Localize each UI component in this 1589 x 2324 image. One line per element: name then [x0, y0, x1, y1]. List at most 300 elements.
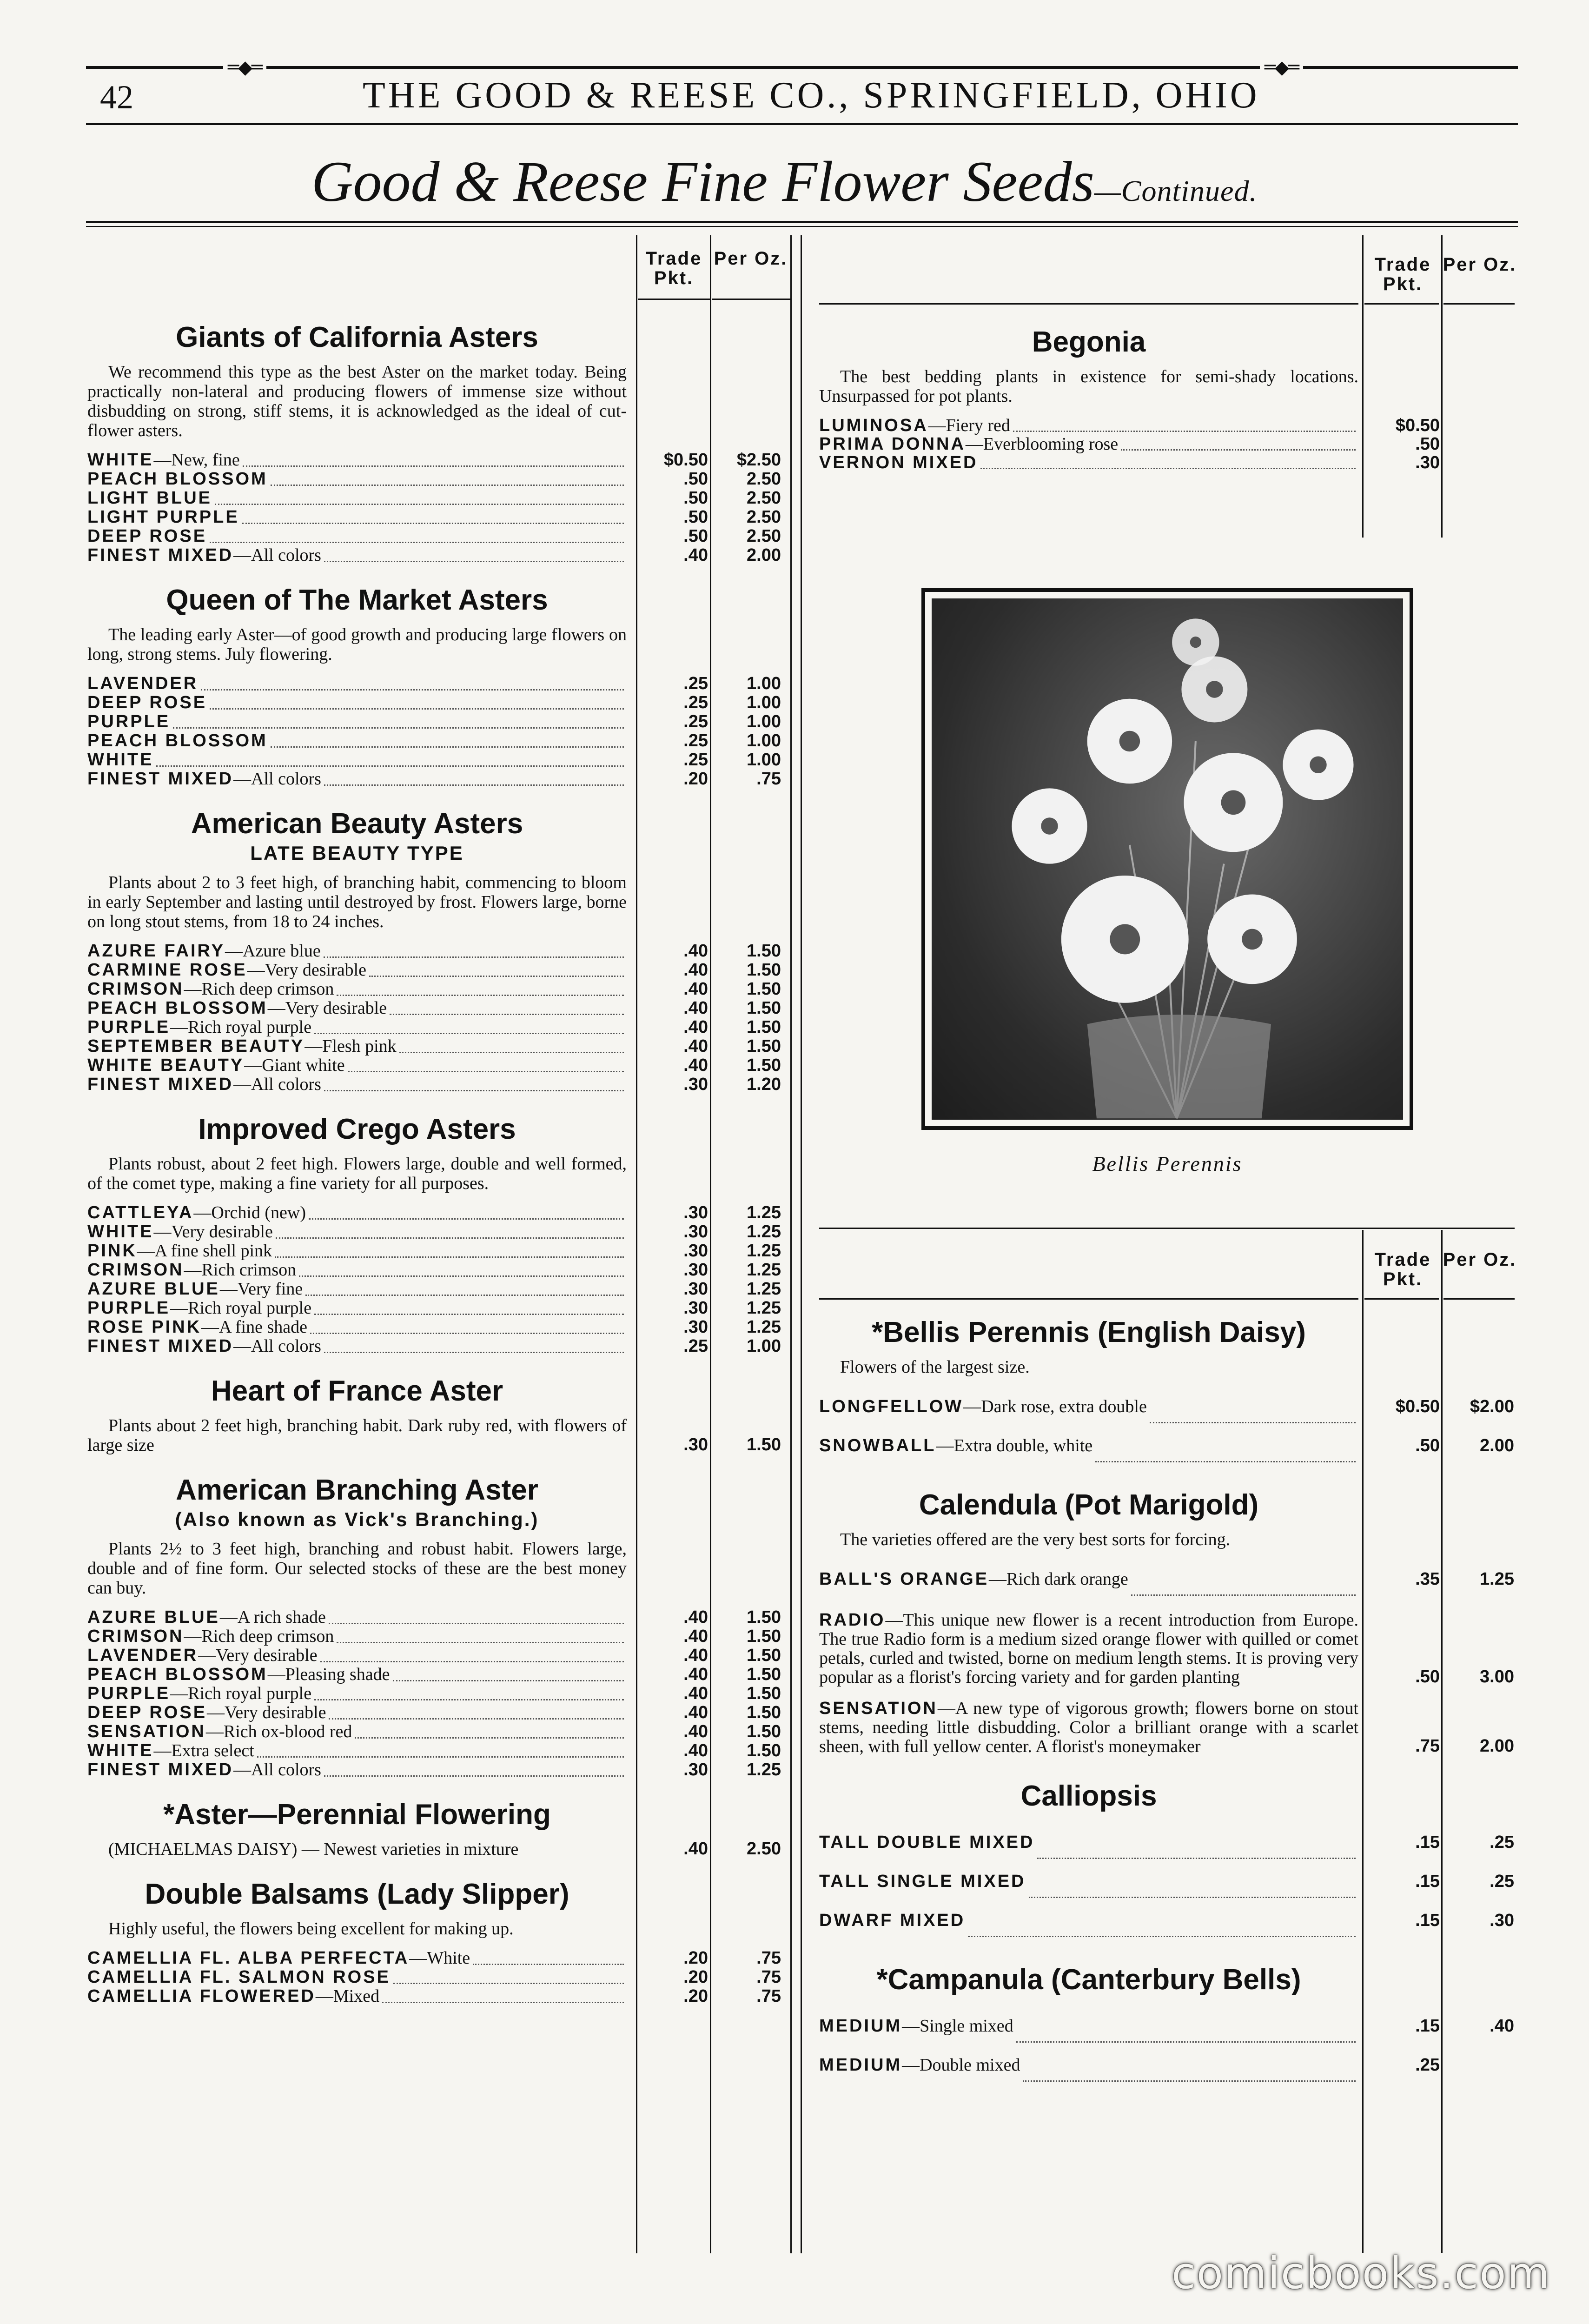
- variety-name: SNOWBALL: [819, 1436, 936, 1455]
- per-oz-price: 1.50: [747, 1684, 781, 1703]
- trade-pkt-price: .40: [683, 1741, 708, 1760]
- leader-dots: [305, 1295, 624, 1296]
- variety-name: MEDIUM: [819, 2016, 902, 2036]
- variety-description: —New, fine: [153, 450, 240, 470]
- price-row: [87, 1684, 790, 1703]
- leader-dots: [980, 468, 1356, 469]
- leader-dots: [275, 1256, 624, 1258]
- variety-description: —A fine shade: [201, 1317, 307, 1337]
- section-description: The best bedding plants in existence for semi-shady locations. Unsurpassed for pot plants.: [819, 367, 1358, 406]
- item-text: [87, 507, 239, 527]
- price-row: [87, 1337, 790, 1356]
- leader-dots: [337, 1642, 624, 1643]
- per-oz-price: 1.50: [747, 979, 781, 999]
- per-oz-price: 1.50: [747, 1435, 781, 1454]
- trade-pkt-price: .25: [683, 750, 708, 770]
- variety-name: CRIMSON: [87, 1627, 184, 1646]
- variety-name: CRIMSON: [87, 1260, 184, 1280]
- trade-pkt-price: .30: [683, 1760, 708, 1780]
- left-header-rule-oz: [712, 299, 790, 300]
- item-text: [87, 750, 153, 770]
- trade-pkt-price: .25: [683, 674, 708, 693]
- catalog-section: [819, 1780, 1514, 1940]
- price-row: [87, 527, 790, 546]
- variety-description: —A fine shell pink: [137, 1241, 272, 1261]
- item-text: [87, 1948, 470, 1968]
- section-title: *Campanula (Canterbury Bells): [876, 1964, 1301, 1996]
- item-text: [87, 1317, 307, 1337]
- variety-name: SEPTEMBER BEAUTY: [87, 1036, 305, 1056]
- variety-description: —All colors: [233, 769, 321, 789]
- right-header-rule-trade: [1364, 303, 1439, 305]
- item-text: [819, 453, 978, 472]
- trade-pkt-price: .50: [1415, 1667, 1440, 1687]
- price-row: [87, 1949, 790, 1968]
- leader-dots: [329, 1623, 624, 1624]
- section-title: Double Balsams (Lady Slipper): [145, 1878, 569, 1910]
- variety-name: CATTLEYA: [87, 1203, 194, 1222]
- trade-pkt-price: .30: [683, 1279, 708, 1299]
- trade-pkt-price: $0.50: [1395, 416, 1440, 435]
- per-oz-price: 2.50: [747, 526, 781, 546]
- variety-name: WHITE BEAUTY: [87, 1056, 245, 1075]
- leader-dots: [324, 561, 624, 562]
- per-oz-price: 1.00: [747, 750, 781, 770]
- price-row: [819, 1901, 1516, 1940]
- leader-dots: [337, 995, 624, 996]
- per-oz-price: 1.00: [747, 693, 781, 712]
- item-text: [87, 1017, 311, 1037]
- leader-dots: [271, 485, 624, 486]
- price-row: [87, 750, 790, 770]
- per-oz-price: 1.50: [747, 1703, 781, 1722]
- per-oz-price: 1.25: [747, 1222, 781, 1242]
- section-title: Giants of California Asters: [176, 321, 538, 353]
- ornament-left: ═◆═: [223, 57, 266, 78]
- trade-pkt-price: .40: [683, 1839, 708, 1859]
- trade-pkt-price: .30: [683, 1435, 708, 1454]
- variety-name: PEACH BLOSSOM: [87, 1665, 268, 1684]
- per-oz-price: 1.25: [747, 1298, 781, 1318]
- price-row: [87, 489, 790, 508]
- per-oz-price: 1.25: [747, 1279, 781, 1299]
- trade-pkt-price: $0.50: [1395, 1397, 1440, 1416]
- variety-name: SENSATION: [819, 1699, 938, 1718]
- ornament-right: ═◆═: [1260, 57, 1303, 78]
- variety-description: —White: [409, 1948, 470, 1968]
- variety-description: —A rich shade: [219, 1607, 326, 1627]
- per-oz-price: 3.00: [1480, 1667, 1514, 1687]
- price-row: [87, 999, 790, 1018]
- variety-name: MEDIUM: [819, 2055, 902, 2075]
- trade-pkt-price: .25: [683, 712, 708, 731]
- bellis-perennis-photo: [921, 588, 1413, 1130]
- variety-name: CAMELLIA FLOWERED: [87, 1986, 316, 2006]
- leader-dots: [314, 1699, 624, 1700]
- title-rule: [86, 221, 1518, 223]
- per-oz-price: 1.50: [747, 960, 781, 980]
- price-row: [819, 2006, 1516, 2045]
- item-text: [87, 488, 212, 508]
- price-row: [87, 712, 790, 731]
- leader-dots: [329, 1718, 624, 1720]
- variety-description: —Rich royal purple: [170, 1017, 312, 1037]
- variety-description: —Rich royal purple: [170, 1684, 312, 1703]
- trade-pkt-price: .30: [683, 1075, 708, 1094]
- trade-pkt-price: .25: [1415, 2055, 1440, 2075]
- item-text: [87, 960, 366, 980]
- price-row: [87, 1242, 790, 1261]
- price-row: [819, 453, 1516, 472]
- item-text: [87, 545, 321, 565]
- item-text: [819, 434, 1118, 454]
- variety-description: —All colors: [233, 1075, 321, 1094]
- section-subtitle: (Also known as Vick's Branching.): [175, 1508, 539, 1530]
- per-oz-price: 1.50: [747, 1036, 781, 1056]
- right-column-bottom: [819, 1316, 1516, 2085]
- item-text: [87, 1036, 397, 1056]
- item-text: [87, 1607, 326, 1627]
- trade-pkt-price: .50: [683, 526, 708, 546]
- per-oz-price: 2.50: [747, 488, 781, 508]
- leader-dots: [210, 542, 624, 543]
- trade-pkt-price: .20: [683, 769, 708, 789]
- daisy-illustration: [932, 598, 1403, 1120]
- variety-name: TALL SINGLE MIXED: [819, 1872, 1026, 1891]
- item-text: [87, 1760, 321, 1780]
- variety-name: WHITE: [87, 450, 154, 470]
- price-row: [819, 1426, 1516, 1465]
- trade-pkt-price: .15: [1415, 2016, 1440, 2036]
- trade-pkt-price: .35: [1415, 1569, 1440, 1589]
- item-text: [87, 1241, 272, 1261]
- variety-name: FINEST MIXED: [87, 545, 234, 565]
- variety-name: WHITE: [87, 1222, 154, 1242]
- catalog-section: [87, 1474, 781, 1780]
- trade-pkt-price: .40: [683, 1627, 708, 1646]
- description-block: [87, 1154, 790, 1193]
- trade-pkt-price: .40: [683, 1703, 708, 1722]
- per-oz-price: 2.00: [747, 545, 781, 565]
- per-oz-price: .25: [1490, 1833, 1514, 1852]
- item-text: [87, 674, 198, 693]
- per-oz-price: .25: [1490, 1872, 1514, 1891]
- price-row: [87, 1222, 790, 1242]
- trade-pkt-price: .40: [683, 545, 708, 565]
- price-row: [87, 1987, 790, 2006]
- catalog-section: [819, 1316, 1514, 1465]
- variety-name: LONGFELLOW: [819, 1397, 964, 1416]
- trade-pkt-price: .50: [1415, 434, 1440, 454]
- per-oz-price: 1.25: [747, 1317, 781, 1337]
- item-text: [87, 1203, 306, 1222]
- trade-pkt-price: .50: [683, 469, 708, 489]
- page-title-text: Good & Reese Fine Flower Seeds: [311, 150, 1094, 213]
- leader-dots: [1016, 2041, 1356, 2043]
- description-block: [87, 1839, 790, 1859]
- price-row: [87, 1968, 790, 1987]
- variety-name: PEACH BLOSSOM: [87, 469, 268, 489]
- variety-name: PEACH BLOSSOM: [87, 998, 268, 1018]
- variety-name: AZURE FAIRY: [87, 941, 225, 961]
- trade-pkt-price: .50: [1415, 1436, 1440, 1455]
- variety-description: —Dark rose, extra double: [963, 1397, 1147, 1416]
- variety-name: FINEST MIXED: [87, 1336, 234, 1356]
- header-rule: [86, 123, 1518, 125]
- catalog-section: [87, 1113, 781, 1356]
- variety-description: —Very desirable: [247, 960, 366, 980]
- item-text: [819, 1833, 1034, 1852]
- long-entry: [819, 1611, 1516, 1687]
- catalog-section: [87, 584, 781, 789]
- leader-dots: [348, 1071, 624, 1072]
- per-oz-price: 1.50: [747, 998, 781, 1018]
- leader-dots: [210, 708, 624, 710]
- variety-description: —Very desirable: [207, 1703, 326, 1722]
- section-description: Plants about 2 to 3 feet high, of branching habit, commencing to bloom in early September and lasting until destroyed by frost. Flowers large, borne on long stout stems, from 18 to 24 inches.: [87, 873, 627, 931]
- item-text: [819, 416, 1010, 435]
- variety-name: CRIMSON: [87, 979, 184, 999]
- center-divider-2: [801, 235, 802, 2253]
- trade-pkt-price: .40: [683, 1684, 708, 1703]
- per-oz-price: 1.20: [747, 1075, 781, 1094]
- item-text: [87, 1741, 254, 1760]
- leader-dots: [382, 2002, 624, 2003]
- description-block: [819, 1530, 1516, 1549]
- variety-description: —Mixed: [315, 1986, 380, 2006]
- leader-dots: [215, 504, 624, 505]
- trade-pkt-price: .15: [1415, 1833, 1440, 1852]
- catalog-section: [87, 1878, 781, 2006]
- trade-pkt-price: .30: [683, 1317, 708, 1337]
- left-column: [87, 321, 790, 2006]
- per-oz-price: $2.00: [1470, 1397, 1514, 1416]
- section-title: Heart of France Aster: [211, 1375, 503, 1407]
- right-header-rule-oz: [1443, 303, 1515, 305]
- description-block: [87, 1416, 790, 1455]
- per-oz-price: 1.50: [747, 1627, 781, 1646]
- variety-name: LUMINOSA: [819, 416, 928, 435]
- variety-name: RADIO: [819, 1610, 886, 1630]
- trade-pkt-price: .30: [683, 1298, 708, 1318]
- leader-dots: [324, 784, 624, 786]
- item-text: [87, 712, 170, 731]
- variety-description: —Very desirable: [267, 998, 387, 1018]
- item-text: [87, 941, 321, 961]
- variety-name: CAMELLIA FL. SALMON ROSE: [87, 1967, 391, 1987]
- per-oz-price: 1.00: [747, 712, 781, 731]
- item-list: [819, 416, 1516, 472]
- per-oz-price: 2.00: [1480, 1736, 1514, 1756]
- leader-dots: [355, 1737, 624, 1739]
- variety-name: FINEST MIXED: [87, 769, 234, 789]
- item-text: [87, 1684, 311, 1703]
- per-oz-price: 1.50: [747, 1665, 781, 1684]
- left-header-rule-trade: [638, 299, 710, 300]
- description-block: [87, 362, 790, 440]
- item-text: [87, 450, 240, 470]
- variety-description: —Rich deep crimson: [184, 979, 334, 999]
- variety-description: —Azure blue: [225, 941, 321, 961]
- variety-description: —Rich royal purple: [170, 1298, 312, 1318]
- leader-dots: [314, 1314, 624, 1315]
- leader-dots: [1023, 2080, 1356, 2082]
- section-description: The varieties offered are the very best sorts for forcing.: [840, 1530, 1231, 1549]
- leader-dots: [324, 956, 624, 958]
- item-list: [87, 1608, 790, 1780]
- trade-pkt-price: .40: [683, 1607, 708, 1627]
- leader-dots: [473, 1964, 624, 1965]
- section-description: Plants about 2 feet high, branching habit. Dark ruby red, with flowers of large size: [87, 1416, 627, 1455]
- section-title: American Beauty Asters: [191, 808, 523, 840]
- item-text: [87, 1075, 321, 1094]
- right-header-oz: Per Oz.: [1443, 254, 1517, 275]
- item-list: [87, 674, 790, 789]
- item-text: [87, 1627, 334, 1646]
- catalog-section: [87, 807, 781, 1094]
- item-text: [819, 1569, 1128, 1589]
- right-column-top: [819, 325, 1516, 472]
- leader-dots: [314, 1033, 624, 1034]
- variety-name: PURPLE: [87, 1298, 171, 1318]
- item-text: [819, 1911, 965, 1930]
- section-title: Improved Crego Asters: [198, 1113, 516, 1145]
- leader-dots: [968, 1936, 1356, 1937]
- leader-dots: [243, 465, 624, 467]
- right-header-rule-name-2: [819, 1298, 1358, 1300]
- item-list: [819, 1387, 1516, 1465]
- photo-image: [932, 598, 1403, 1120]
- item-list: [87, 1203, 790, 1356]
- variety-description: —Rich deep crimson: [184, 1627, 334, 1646]
- right-header-oz-2: Per Oz.: [1443, 1249, 1517, 1270]
- leader-dots: [393, 1983, 624, 1984]
- trade-pkt-price: .40: [683, 979, 708, 999]
- description-block: [87, 1919, 790, 1939]
- price-row: [87, 1037, 790, 1056]
- leader-dots: [1013, 431, 1356, 432]
- price-row: [819, 416, 1516, 435]
- leader-dots: [173, 727, 624, 729]
- leader-dots: [1029, 1897, 1356, 1898]
- leader-dots: [1131, 1594, 1356, 1596]
- section-description: Plants robust, about 2 feet high. Flowers large, double and well formed, of the comet type, making a fine variety for all purposes.: [87, 1154, 627, 1193]
- variety-description: —All colors: [233, 1760, 321, 1780]
- variety-description: —Rich crimson: [184, 1260, 297, 1280]
- description-block: [819, 1357, 1516, 1377]
- trade-pkt-price: .40: [683, 998, 708, 1018]
- price-row: [87, 508, 790, 527]
- leader-dots: [156, 765, 624, 767]
- trade-pkt-price: .50: [683, 507, 708, 527]
- item-list: [87, 1949, 790, 2006]
- item-text: [87, 1222, 273, 1242]
- item-list: [819, 2006, 1516, 2085]
- trade-pkt-price: .30: [683, 1203, 708, 1222]
- trade-pkt-price: .40: [683, 1722, 708, 1741]
- item-list: [819, 1823, 1516, 1940]
- variety-name: AZURE BLUE: [87, 1607, 220, 1627]
- variety-description: —Everblooming rose: [965, 434, 1119, 454]
- item-text: [87, 731, 268, 750]
- per-oz-price: .40: [1490, 2016, 1514, 2036]
- price-row: [819, 1823, 1516, 1862]
- price-row: [87, 1203, 790, 1222]
- item-text: [87, 769, 321, 789]
- leader-dots: [257, 1756, 624, 1758]
- title-rule-thin: [86, 226, 1518, 227]
- trade-pkt-price: .15: [1415, 1872, 1440, 1891]
- variety-description: —Extra double, white: [936, 1436, 1093, 1455]
- per-oz-price: 2.00: [1480, 1436, 1514, 1455]
- per-oz-price: 1.50: [747, 1607, 781, 1627]
- section-description: We recommend this type as the best Aster on the market today. Being practically non-lateral and producing flowers of immense size without disbudding on strong, stiff stems, it is acknowledged as the ideal of cut-flower asters.: [87, 362, 627, 440]
- catalog-section: [819, 1963, 1514, 2085]
- section-title: Queen of The Market Asters: [166, 584, 548, 616]
- variety-description: —All colors: [233, 1336, 321, 1356]
- leader-dots: [309, 1218, 624, 1220]
- variety-description: —Extra select: [153, 1741, 254, 1760]
- trade-pkt-price: .25: [683, 693, 708, 712]
- section-title: American Branching Aster: [176, 1474, 538, 1506]
- variety-name: PURPLE: [87, 1017, 171, 1037]
- variety-description: —Very desirable: [198, 1646, 318, 1665]
- left-header-trade: Trade Pkt.: [645, 248, 702, 288]
- trade-pkt-price: .40: [683, 1646, 708, 1665]
- leader-dots: [1095, 1461, 1356, 1462]
- trade-pkt-price: .40: [683, 941, 708, 961]
- price-row: [87, 1760, 790, 1780]
- variety-name: AZURE BLUE: [87, 1279, 220, 1299]
- leader-dots: [324, 1090, 624, 1091]
- variety-name: WHITE: [87, 750, 154, 770]
- trade-pkt-price: .25: [683, 1336, 708, 1356]
- trade-pkt-price: .30: [1415, 453, 1440, 472]
- left-header-oz: Per Oz.: [714, 248, 788, 269]
- price-row: [819, 435, 1516, 453]
- section-description: Highly useful, the flowers being excellent for making up.: [108, 1919, 514, 1939]
- variety-name: PEACH BLOSSOM: [87, 731, 268, 750]
- per-oz-price: 1.00: [747, 731, 781, 750]
- variety-description: —Very fine: [219, 1279, 303, 1299]
- price-row: [87, 546, 790, 565]
- item-text: [87, 979, 334, 999]
- description-block: [819, 367, 1516, 406]
- leader-dots: [324, 1775, 624, 1777]
- leader-dots: [320, 1661, 624, 1662]
- variety-name: LAVENDER: [87, 1646, 199, 1665]
- trade-pkt-price: .30: [683, 1241, 708, 1261]
- variety-name: CAMELLIA FL. ALBA PERFECTA: [87, 1948, 410, 1968]
- trade-pkt-price: .20: [683, 1967, 708, 1987]
- variety-description: —Giant white: [244, 1056, 345, 1075]
- section-description: The leading early Aster—of good growth and producing large flowers on long, strong stems. July flowering.: [87, 625, 627, 664]
- item-text: [87, 1056, 345, 1075]
- per-oz-price: 2.50: [747, 1839, 781, 1859]
- leader-dots: [324, 1352, 624, 1353]
- item-text: [819, 2016, 1013, 2036]
- variety-name: ROSE PINK: [87, 1317, 202, 1337]
- price-row: [87, 1722, 790, 1741]
- price-row: [87, 1261, 790, 1280]
- per-oz-price: 1.50: [747, 1056, 781, 1075]
- per-oz-price: .75: [756, 769, 781, 789]
- section-title: Calendula (Pot Marigold): [919, 1489, 1259, 1521]
- section-title: Begonia: [1032, 326, 1146, 358]
- trade-pkt-price: .20: [683, 1986, 708, 2006]
- per-oz-price: 1.50: [747, 1722, 781, 1741]
- center-divider: [790, 235, 792, 2253]
